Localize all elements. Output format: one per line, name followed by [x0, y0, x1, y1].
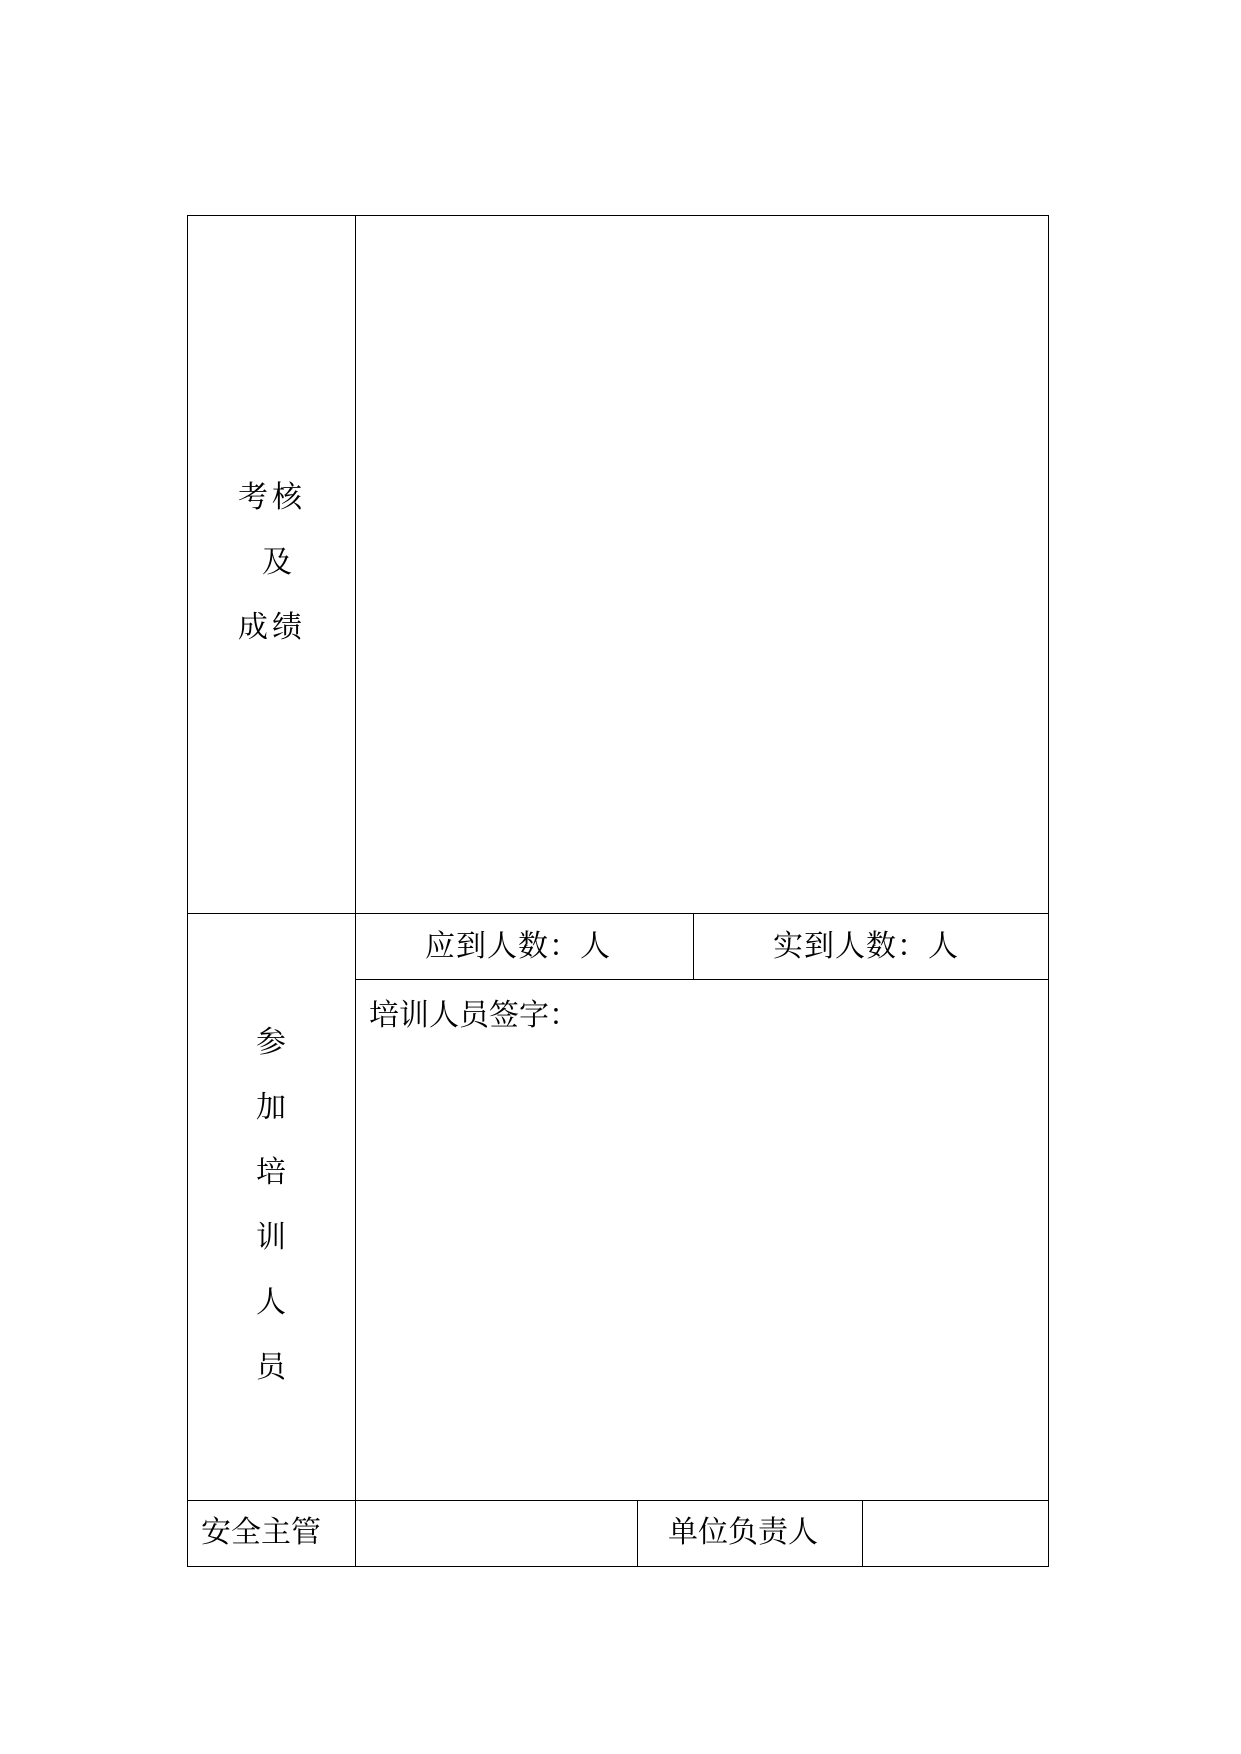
- participants-label: [188, 914, 355, 1500]
- assessment-label-line-2: 及: [262, 545, 292, 580]
- signature-field[interactable]: [356, 1040, 1048, 1500]
- participants-label-char-3: 培: [256, 1155, 286, 1190]
- participants-label-char-2: 加: [256, 1090, 286, 1125]
- assessment-label-line-1: 考核: [238, 480, 306, 515]
- participants-label-char-5: 人: [256, 1285, 286, 1320]
- unit-head-field[interactable]: [863, 1501, 1048, 1566]
- assessment-label: [188, 215, 355, 913]
- unit-head-label: 单位负责人: [668, 1515, 818, 1550]
- assessment-label-line-3: 成绩: [238, 610, 306, 645]
- participants-label-char-6: 员: [256, 1350, 286, 1385]
- row-divider-counts: [355, 979, 1049, 980]
- participants-label-char-1: 参: [256, 1025, 286, 1060]
- signature-label: 培训人员签字：: [369, 998, 579, 1033]
- actual-count-label: 实到人数：人: [773, 929, 959, 964]
- safety-supervisor-field[interactable]: [356, 1501, 637, 1566]
- table-border-right: [1048, 215, 1049, 1567]
- participants-label-char-4: 训: [256, 1220, 286, 1255]
- counts-cell-divider: [693, 913, 694, 980]
- table-border-bottom: [187, 1566, 1049, 1567]
- safety-supervisor-label: 安全主管: [201, 1515, 321, 1550]
- assessment-content-field[interactable]: [356, 216, 1048, 913]
- footer-divider-1: [637, 1500, 638, 1567]
- expected-count-label: 应到人数：人: [425, 929, 611, 964]
